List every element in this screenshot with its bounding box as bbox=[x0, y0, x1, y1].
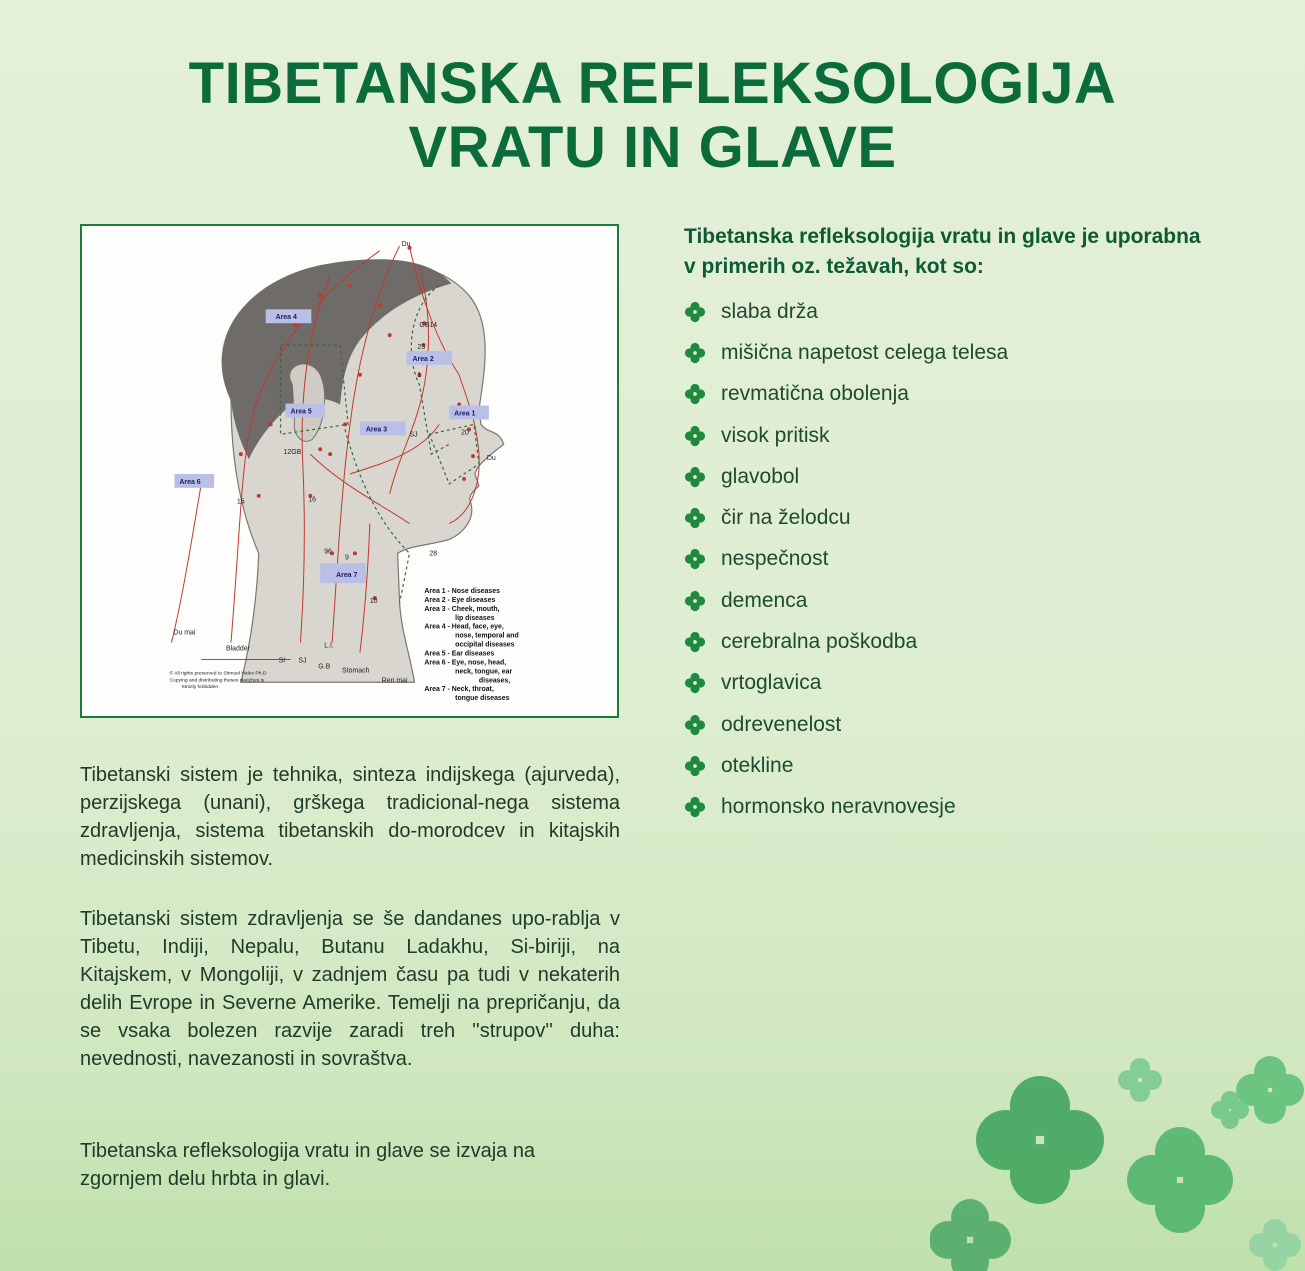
paragraph-intro: Tibetanski sistem je tehnika, sinteza indijskega (ajurveda), perzijskega (unani), grškega tradicional-nega sistema zdravljenja, sistema tibetanskih do-morodcev in kitajskih medicinskih sistemov. bbox=[80, 764, 620, 870]
list-item-label: cerebralna poškodba bbox=[721, 630, 918, 654]
legend-line: Area 5 - Ear diseases bbox=[424, 650, 495, 658]
point-label: 15 bbox=[236, 498, 245, 506]
clover-icon bbox=[684, 301, 706, 323]
paragraph-usage: Tibetanski sistem zdravljenja se še dandanes upo-rablja v Tibetu, Indiji, Nepalu, Butanu Ladakhu, Si-biriji, na Kitajskem, v Mongoliji, v zadnjem času pa tudi v nekaterih delih Evrope in Severne Amerike. Temelji na prepričanju, da se vsaka bolezen razvije zaradi treh ''strupov'' duha: nevednosti, navezanosti in sovraštva. bbox=[80, 908, 620, 1070]
clover-icon bbox=[684, 507, 706, 529]
list-item-label: otekline bbox=[721, 753, 794, 777]
clover-icon bbox=[684, 383, 706, 405]
area-5-label: Area 5 bbox=[290, 408, 312, 416]
clover-icon bbox=[684, 425, 706, 447]
point-label: Stomach bbox=[342, 667, 370, 675]
title-line-2: VRATU IN GLAVE bbox=[408, 115, 897, 180]
clover-icon bbox=[684, 342, 706, 364]
area-6-label: Area 6 bbox=[179, 478, 201, 486]
list-item bbox=[684, 580, 1008, 621]
point-label: 1 bbox=[417, 371, 422, 379]
list-item bbox=[684, 663, 1008, 704]
point-label: 23 bbox=[417, 343, 426, 351]
page-title bbox=[0, 52, 1305, 180]
point-label: L.I. bbox=[324, 642, 334, 650]
reflexology-diagram bbox=[80, 224, 619, 718]
area-7-label: Area 7 bbox=[336, 572, 358, 580]
copyright-note bbox=[169, 669, 266, 690]
point-label: 10 bbox=[369, 597, 378, 605]
area-2-label: Area 2 bbox=[412, 355, 434, 363]
list-item bbox=[684, 787, 1008, 828]
point-label: 20 bbox=[461, 429, 469, 437]
list-item bbox=[684, 621, 1008, 662]
legend-line: Area 4 - Head, face, eye, bbox=[424, 623, 504, 631]
list-item bbox=[684, 456, 1008, 497]
copyright-line: Copying and distributing theses sketches is bbox=[169, 678, 265, 684]
point-label: Bladder bbox=[226, 645, 250, 653]
point-label: Du bbox=[486, 455, 496, 463]
list-item bbox=[684, 497, 1008, 538]
clover-icon bbox=[684, 466, 706, 488]
paragraph-application: Tibetanska refleksologija vratu in glave se izvaja na zgornjem delu hrbta in glavi. bbox=[80, 1140, 536, 1190]
title-line-1: TIBETANSKA REFLEKSOLOGIJA bbox=[188, 51, 1117, 116]
point-label: SJ bbox=[409, 431, 418, 439]
clover-icon bbox=[684, 672, 706, 694]
clover-icon bbox=[684, 548, 706, 570]
list-item-label: revmatična obolenja bbox=[721, 382, 909, 406]
area-4-label: Area 4 bbox=[275, 314, 297, 322]
legend-line: Area 6 - Eye, nose, head, bbox=[424, 659, 507, 667]
clover-icon bbox=[684, 590, 706, 612]
point-label: SJ bbox=[298, 657, 307, 665]
area-3-label: Area 3 bbox=[365, 426, 388, 434]
legend-line: tongue diseases bbox=[455, 695, 510, 703]
legend-line: occipital diseases bbox=[455, 641, 515, 649]
head-meridian-illustration bbox=[82, 226, 617, 716]
legend-line: nose, temporal and bbox=[455, 632, 519, 640]
list-item-label: glavobol bbox=[721, 464, 800, 488]
area-1-label: Area 1 bbox=[454, 410, 476, 418]
legend-line: diseases, bbox=[478, 677, 511, 685]
point-label: 96 bbox=[324, 548, 332, 556]
list-item bbox=[684, 374, 1008, 415]
point-label: 16 bbox=[308, 496, 317, 504]
clover-icon bbox=[684, 631, 706, 653]
list-item bbox=[684, 539, 1008, 580]
conditions-list bbox=[684, 291, 1008, 828]
list-item-label: odrevenelost bbox=[721, 712, 842, 736]
list-item-label: visok pritisk bbox=[721, 423, 830, 447]
list-item bbox=[684, 745, 1008, 786]
list-item bbox=[684, 332, 1008, 373]
list-item bbox=[684, 291, 1008, 332]
conditions-heading: Tibetanska refleksologija vratu in glave je uporabna v primerih oz. težavah, kot so: bbox=[684, 225, 1201, 278]
legend-line: lip diseases bbox=[455, 614, 495, 622]
list-item-label: čir na želodcu bbox=[721, 506, 851, 530]
point-label: 9 bbox=[345, 554, 349, 562]
point-label: SI bbox=[278, 657, 286, 665]
point-label: 28 bbox=[429, 550, 438, 558]
clover-icon bbox=[684, 714, 706, 736]
list-item-label: demenca bbox=[721, 588, 808, 612]
point-label: 12GB bbox=[283, 449, 302, 457]
legend-line: Area 2 - Eye diseases bbox=[424, 596, 496, 604]
point-label: Du bbox=[401, 240, 411, 248]
legend-line: Area 1 - Nose diseases bbox=[424, 588, 500, 596]
legend-line: Area 3 - Cheek, mouth, bbox=[424, 605, 500, 613]
clover-icon bbox=[684, 755, 706, 777]
point-label: G.B bbox=[318, 663, 331, 671]
list-item-label: mišična napetost celega telesa bbox=[721, 340, 1009, 364]
point-label: GB14 bbox=[419, 322, 438, 330]
legend-line: neck, tongue, ear bbox=[455, 668, 513, 676]
clover-icon bbox=[684, 796, 706, 818]
list-item-label: slaba drža bbox=[721, 299, 818, 323]
clover-decoration bbox=[930, 1030, 1305, 1271]
copyright-line: © All rights preserved to Shmuel Halev Ph.D bbox=[169, 671, 267, 677]
list-item-label: vrtoglavica bbox=[721, 671, 822, 695]
list-item bbox=[684, 415, 1008, 456]
list-item-label: nespečnost bbox=[721, 547, 829, 571]
copyright-line: Strictly forbidden bbox=[181, 685, 219, 691]
list-item-label: hormonsko neravnovesje bbox=[721, 795, 956, 819]
point-label: Du mai bbox=[173, 629, 196, 637]
point-label: Ren mai bbox=[381, 677, 408, 685]
diagram-legend bbox=[424, 588, 518, 702]
list-item bbox=[684, 704, 1008, 745]
legend-line: Area 7 - Neck, throat, bbox=[424, 686, 494, 694]
